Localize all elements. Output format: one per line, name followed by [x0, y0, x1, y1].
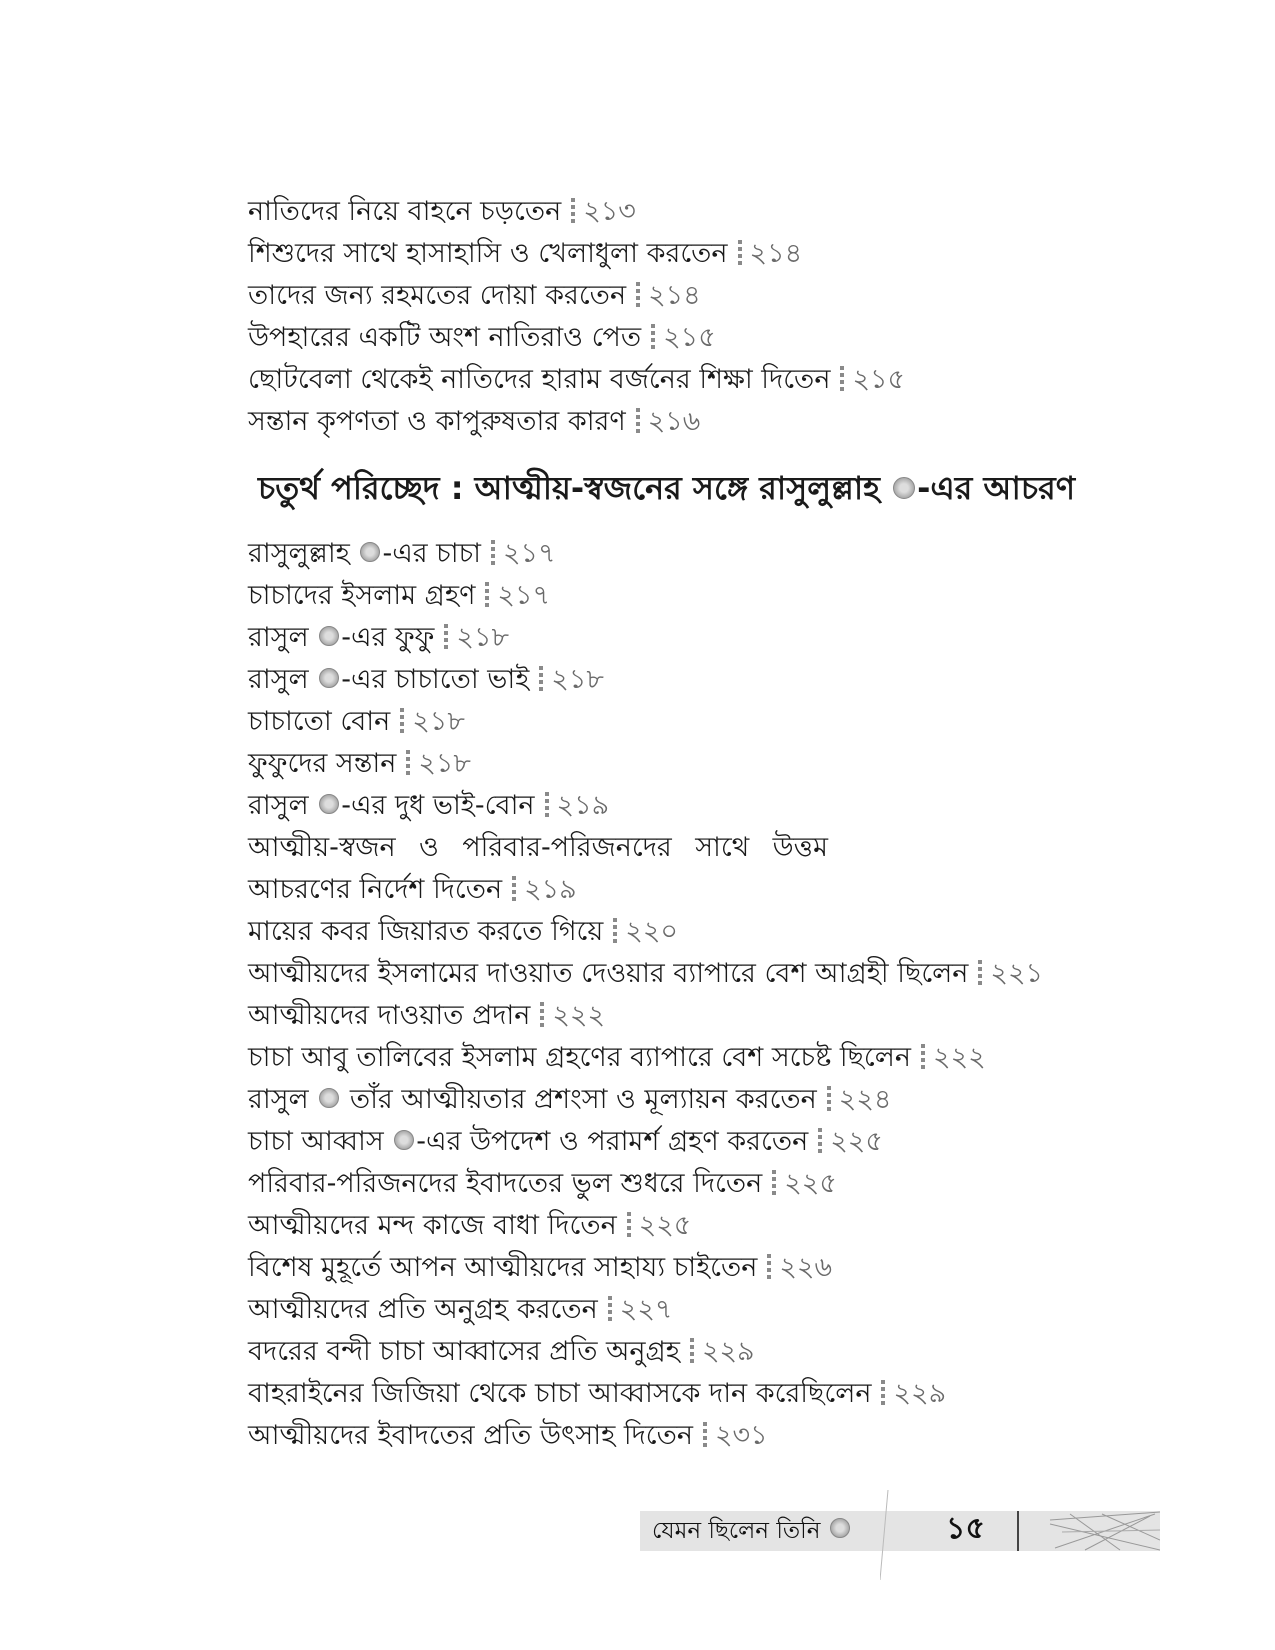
page-number: ১৫ — [946, 1511, 985, 1546]
toc-entry — [248, 1415, 1043, 1457]
toc-entry-title: নাতিদের নিয়ে বাহনে চড়তেন — [248, 196, 562, 227]
toc-entry — [248, 1331, 1043, 1373]
toc-page-number: ২১৭ — [502, 538, 556, 569]
separator-icon — [539, 666, 543, 692]
toc-entry — [248, 317, 905, 359]
separator-icon — [512, 876, 516, 902]
toc-word: ও — [419, 832, 439, 863]
footer-divider — [1017, 1511, 1019, 1551]
toc-page-number: ২২২ — [552, 1000, 606, 1031]
toc-page-number: ২১৮ — [456, 622, 510, 653]
separator-icon — [636, 282, 640, 308]
toc-word: সাথে — [695, 832, 750, 863]
justified-line — [248, 827, 828, 869]
toc-entry — [248, 617, 1043, 659]
toc-entry — [248, 575, 1043, 617]
toc-entry-title: রাসুল — [248, 1084, 309, 1115]
toc-entry-title: চাচাদের ইসলাম গ্রহণ — [248, 580, 476, 611]
salawat-icon — [319, 794, 339, 814]
toc-page-number: ২২৬ — [779, 1252, 833, 1283]
toc-entry — [248, 1247, 1043, 1289]
separator-icon — [881, 1380, 885, 1406]
separator-icon — [978, 960, 982, 986]
separator-icon — [571, 198, 575, 224]
toc-entry-title: আত্মীয়দের ইসলামের দাওয়াত দেওয়ার ব্যাপারে বেশ আগ্রহী ছিলেন — [248, 958, 969, 989]
chapter-title-end: -এর আচরণ — [917, 469, 1076, 507]
toc-page-number: ২১৮ — [551, 664, 604, 695]
salawat-icon — [319, 626, 339, 646]
book-title-text: যেমন ছিলেন তিনি — [652, 1518, 821, 1544]
separator-icon — [651, 324, 655, 350]
toc-entry-title: রাসুল — [248, 664, 309, 695]
toc-page-number: ২২৫ — [830, 1126, 883, 1157]
toc-page-number: ২১৪ — [749, 238, 803, 269]
separator-icon — [491, 540, 495, 566]
toc-entry — [248, 233, 905, 275]
separator-icon — [818, 1128, 822, 1154]
separator-icon — [767, 1254, 771, 1280]
footer-decoration-icon — [880, 1490, 1160, 1580]
salawat-icon — [830, 1518, 850, 1538]
toc-page-number: ২২৯ — [701, 1336, 755, 1367]
toc-entry — [248, 1037, 1043, 1079]
toc-page-number: ২১৫ — [663, 322, 716, 353]
footer-book-title — [652, 1511, 852, 1551]
separator-icon — [444, 624, 448, 650]
separator-icon — [485, 582, 489, 608]
separator-icon — [690, 1338, 694, 1364]
toc-entry-title: সন্তান কৃপণতা ও কাপুরুষতার কারণ — [248, 406, 626, 437]
chapter-title-start: চতুর্থ পরিচ্ছেদ : আত্মীয়-স্বজনের সঙ্গে রাসুলুল্লাহ — [258, 469, 880, 507]
toc-page-number: ২১৬ — [647, 406, 701, 437]
separator-icon — [636, 408, 640, 434]
separator-icon — [545, 792, 549, 818]
toc-entry — [248, 1289, 1043, 1331]
toc-entry — [248, 275, 905, 317]
toc-entry-title-rest: -এর দুধ ভাই-বোন — [341, 790, 535, 821]
toc-page-number: ২১৮ — [418, 748, 471, 779]
toc-entry — [248, 911, 1043, 953]
toc-page-number: ২১৮ — [412, 706, 465, 737]
separator-icon — [703, 1422, 707, 1448]
toc-entry-title: আচরণের নির্দেশ দিতেন — [248, 874, 503, 905]
toc-page-number: ২১৪ — [648, 280, 701, 311]
toc-list-top — [248, 191, 905, 443]
toc-entry-title: তাদের জন্য রহমতের দোয়া করতেন — [248, 280, 627, 311]
toc-entry-wrapped-line — [248, 827, 1043, 869]
toc-entry-title: রাসুল — [248, 790, 309, 821]
separator-icon — [921, 1044, 925, 1070]
toc-page-number: ২২৪ — [838, 1084, 892, 1115]
toc-page-number: ২২১ — [990, 958, 1044, 989]
chapter-heading — [258, 463, 1075, 513]
toc-page-number: ২২৭ — [619, 1294, 673, 1325]
toc-page-number: ২২৯ — [893, 1378, 947, 1409]
separator-icon — [840, 366, 844, 392]
separator-icon — [772, 1170, 776, 1196]
separator-icon — [627, 1212, 631, 1238]
toc-entry — [248, 743, 1043, 785]
toc-word: পরিবার-পরিজনদের — [462, 832, 672, 863]
toc-page-number: ২১৫ — [852, 364, 906, 395]
salawat-icon — [360, 542, 380, 562]
toc-entry-title-rest: -এর ফুফু — [341, 622, 435, 653]
salawat-icon — [319, 668, 339, 688]
toc-entry — [248, 359, 905, 401]
toc-entry — [248, 401, 905, 443]
separator-icon — [608, 1296, 612, 1322]
toc-entry-title: বাহরাইনের জিজিয়া থেকে চাচা আব্বাসকে দান করেছিলেন — [248, 1378, 872, 1409]
toc-entry — [248, 1373, 1043, 1415]
toc-entry — [248, 701, 1043, 743]
toc-entry — [248, 1121, 1043, 1163]
separator-icon — [738, 240, 742, 266]
toc-entry-title-rest: -এর চাচাতো ভাই — [341, 664, 530, 695]
toc-word: উত্তম — [772, 832, 828, 863]
toc-entry-title-rest: তাঁর আত্মীয়তার প্রশংসা ও মূল্যায়ন করতেন — [341, 1084, 817, 1115]
toc-entry — [248, 191, 905, 233]
toc-entry — [248, 1079, 1043, 1121]
toc-entry-title: চাচা আবু তালিবের ইসলাম গ্রহণের ব্যাপারে বেশ সচেষ্ট ছিলেন — [248, 1042, 912, 1073]
toc-entry-title: রাসুলুল্লাহ — [248, 538, 350, 569]
separator-icon — [400, 708, 404, 734]
toc-page-number: ২২৫ — [784, 1168, 837, 1199]
toc-entry-title-rest: -এর চাচা — [382, 538, 481, 569]
toc-list-bottom — [248, 533, 1043, 1457]
toc-entry — [248, 953, 1043, 995]
toc-page-number: ২২২ — [933, 1042, 986, 1073]
toc-entry — [248, 785, 1043, 827]
toc-page-number: ২১৯ — [524, 874, 577, 905]
toc-entry-title: বিশেষ মুহূর্তে আপন আত্মীয়দের সাহায্য চাইতেন — [248, 1252, 758, 1283]
separator-icon — [540, 1002, 544, 1028]
toc-entry — [248, 995, 1043, 1037]
toc-entry — [248, 659, 1043, 701]
toc-entry-title: আত্মীয়দের দাওয়াত প্রদান — [248, 1000, 531, 1031]
toc-entry-title: বদরের বন্দী চাচা আব্বাসের প্রতি অনুগ্রহ — [248, 1336, 680, 1367]
toc-entry-title: আত্মীয়দের মন্দ কাজে বাধা দিতেন — [248, 1210, 617, 1241]
toc-entry-title: চাচাতো বোন — [248, 706, 391, 737]
toc-entry-title: শিশুদের সাথে হাসাহাসি ও খেলাধুলা করতেন — [248, 238, 728, 269]
salawat-icon — [893, 477, 915, 499]
toc-entry-title: আত্মীয়দের ইবাদতের প্রতি উৎসাহ দিতেন — [248, 1420, 693, 1451]
salawat-icon — [319, 1088, 339, 1108]
toc-entry — [248, 533, 1043, 575]
toc-page-number: ২২০ — [625, 916, 678, 947]
toc-entry — [248, 869, 1043, 911]
toc-entry — [248, 1163, 1043, 1205]
toc-entry-title-rest: -এর উপদেশ ও পরামর্শ গ্রহণ করতেন — [416, 1126, 809, 1157]
toc-page-number: ২১৭ — [497, 580, 551, 611]
toc-entry-title: আত্মীয়দের প্রতি অনুগ্রহ করতেন — [248, 1294, 598, 1325]
toc-page-number: ২১৩ — [583, 196, 636, 227]
toc-entry — [248, 1205, 1043, 1247]
toc-entry-title: চাচা আব্বাস — [248, 1126, 384, 1157]
salawat-icon — [394, 1130, 414, 1150]
toc-entry-title: পরিবার-পরিজনদের ইবাদতের ভুল শুধরে দিতেন — [248, 1168, 763, 1199]
toc-entry-title: মায়ের কবর জিয়ারত করতে গিয়ে — [248, 916, 604, 947]
separator-icon — [827, 1086, 831, 1112]
toc-entry-title: রাসুল — [248, 622, 309, 653]
toc-entry-title: ফুফুদের সন্তান — [248, 748, 397, 779]
toc-entry-title: উপহারের একটি অংশ নাতিরাও পেত — [248, 322, 642, 353]
toc-page-number: ২২৫ — [638, 1210, 692, 1241]
separator-icon — [406, 750, 410, 776]
separator-icon — [613, 918, 617, 944]
toc-word: আত্মীয়-স্বজন — [248, 832, 396, 863]
toc-page-number: ২১৯ — [556, 790, 610, 821]
toc-page-number: ২৩১ — [714, 1420, 768, 1451]
toc-entry-title: ছোটবেলা থেকেই নাতিদের হারাম বর্জনের শিক্ষা দিতেন — [248, 364, 831, 395]
